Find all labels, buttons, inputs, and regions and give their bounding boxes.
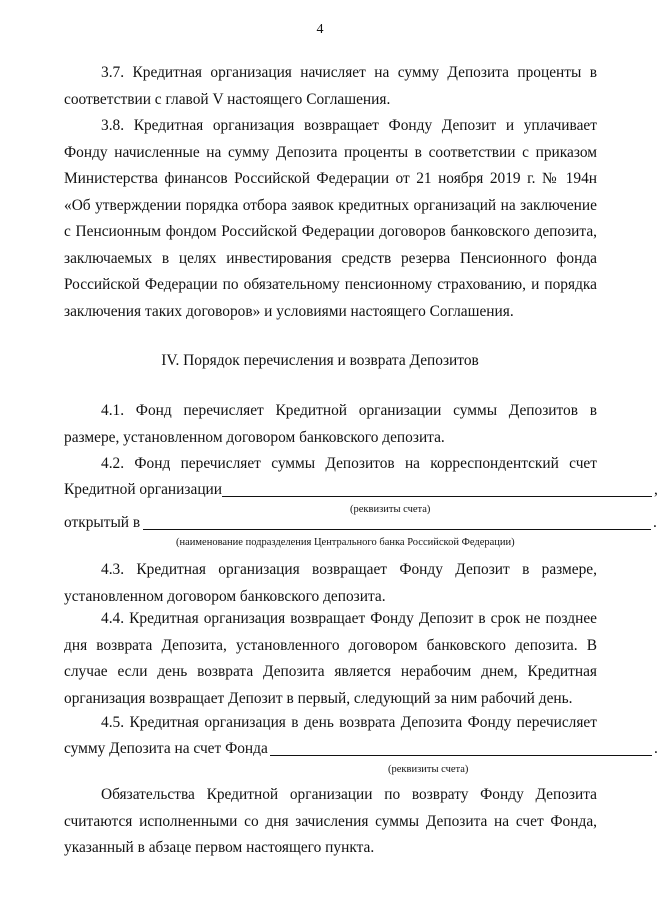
fill-line-label: сумму Депозита на счет Фонда <box>64 740 268 757</box>
paragraph-4-1: 4.1. Фонд перечисляет Кредитной организации суммы Депозитов в размере, установленном договором банковского депозита. <box>64 402 597 446</box>
paragraph-3-8: 3.8. Кредитная организация возвращает Фонду Депозит и уплачивает Фонду начисленные на сумму Депозита проценты в соответствии с приказом Министерства финансов Российской Федерации от 21 ноября 2019 г. № 194н «Об утверждении порядка отбора заявок кредитных организаций на заключение с Пенсионным фондом Российской Федерации договоров банковского депозита, заключаемых в целях инвестирования средств резерва Пенсионного фонда Российской Федерации по обязательному пенсионному страхованию, и порядка заключения таких договоров» и условиями настоящего Соглашения. <box>64 117 597 320</box>
paragraph-3-7: 3.7. Кредитная организация начисляет на сумму Депозита проценты в соответствии с главой V настоящего Соглашения. <box>64 64 597 108</box>
page-number: 4 <box>316 22 324 37</box>
caption-cb-division: (наименование подразделения Центрального банка Российской Федерации) <box>176 537 515 548</box>
paragraph-4-3: 4.3. Кредитная организация возвращает Фонду Депозит в размере, установленном договором банковского депозита. <box>64 561 597 605</box>
fill-line-label: открытый в <box>64 514 141 531</box>
fill-line-credit-org-account <box>64 477 658 503</box>
fill-line-opened-in <box>64 510 657 536</box>
paragraph-4-4: 4.4. Кредитная организация возвращает Фонду Депозит в срок не позднее дня возврата Депозита, установленного договором банковского депозита. В случае если день возврата Депозита является нерабочим днем, Кредитная организация возвращает Депозит в первый, следующий за ним рабочий день. <box>64 610 597 707</box>
blank-cb-division <box>143 529 651 530</box>
fill-line-punct: , <box>654 481 658 498</box>
paragraph-obligations: Обязательства Кредитной организации по возврату Фонду Депозита считаются исполненными со дня зачисления суммы Депозита на счет Фонда, указанный в абзаце первом настоящего пункта. <box>64 786 597 856</box>
paragraph-4-5: 4.5. Кредитная организация в день возврата Депозита Фонду перечисляет <box>101 714 597 731</box>
blank-account-details <box>222 496 652 497</box>
fill-line-fund-account <box>64 736 658 762</box>
section-heading: IV. Порядок перечисления и возврата Депозитов <box>161 352 479 369</box>
caption-account-details: (реквизиты счета) <box>388 764 469 775</box>
blank-account-details <box>270 755 652 756</box>
fill-line-label: Кредитной организации <box>64 481 223 498</box>
paragraph-4-2: 4.2. Фонд перечисляет суммы Депозитов на корреспондентский счет <box>101 455 597 472</box>
caption-account-details: (реквизиты счета) <box>350 504 431 515</box>
fill-line-punct: . <box>654 740 658 757</box>
fill-line-punct: . <box>653 514 657 531</box>
